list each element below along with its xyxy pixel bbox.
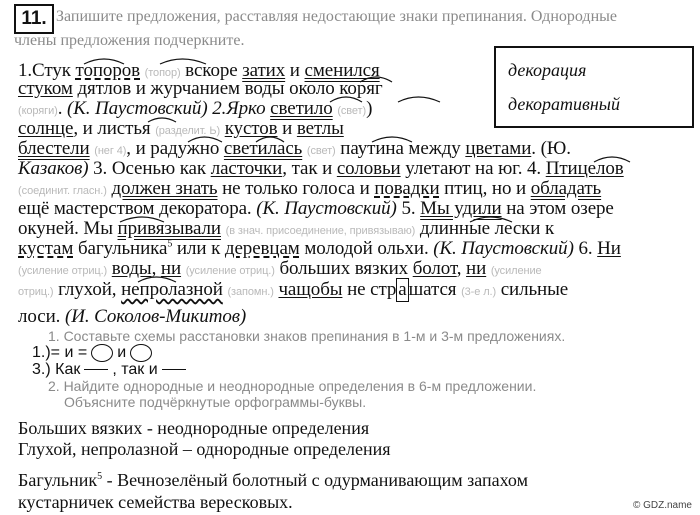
scheme-sentence-1: 1.)= и = и — [32, 344, 156, 362]
task-instruction-line1: Запишите предложения, расставляя недостающие знаки препинания. Однородные — [56, 8, 617, 25]
arc-mark — [160, 59, 206, 64]
arc-mark — [360, 77, 392, 82]
arc-mark — [330, 97, 362, 102]
exercise-number: 11. — [14, 4, 54, 34]
task-instruction-line2: члены предложения подчеркните. — [14, 32, 245, 49]
text-line-9: окуней. Мы привязывали (в знач. присоединение, привязываю) длинные лески к — [18, 218, 555, 239]
arc-mark — [470, 217, 512, 222]
answer-3: Багульник$^5$ - Вечнозелёный болотный с одурманивающим запахом — [18, 470, 528, 490]
text-line-1: 1.Стук топоров (топор) вскоре затих и сменился — [18, 60, 380, 81]
copyright: © GDZ.name — [632, 500, 692, 511]
member-dash-icon — [162, 369, 186, 370]
question-2-line2: Объясните подчёркнутые орфограммы-буквы. — [64, 394, 367, 410]
arc-mark — [148, 118, 176, 122]
answer-4: кустарничек семейства вересковых. — [18, 492, 293, 512]
arc-mark — [398, 97, 440, 102]
arc-mark — [138, 277, 176, 282]
text-line-5: блестели (нег 4), и радужно светилась (свет) паутина между цветами. (Ю. — [18, 138, 571, 159]
clause-circle-icon — [91, 344, 113, 362]
arc-mark — [120, 217, 164, 222]
member-dash-icon — [84, 369, 108, 370]
text-line-7: (соединит. гласн.) должен знать не только голоса и повадки птиц, но и обладать — [18, 178, 602, 199]
answer-1: Больших вязких - неоднородные определения — [18, 418, 370, 438]
question-2-line1: 2. Найдите однородные и неоднородные определения в 6-м предложении. — [48, 378, 537, 394]
text-line-2: стуком дятлов и журчанием воды около коряг — [18, 78, 383, 99]
text-line-11: (усиление отриц.) воды, ни (усиление отриц.) больших вязких болот, ни (усиление — [18, 258, 542, 279]
arc-mark — [256, 137, 284, 142]
vocab-word-decoration: декорация — [508, 60, 587, 80]
text-line-10: кустам багульника$^5$ или к деревцам молодой ольхи. (К. Паустовский) 6. Ни — [18, 238, 621, 259]
text-line-12: отриц.) глухой, непролазной (запомн.) чащобы не стр а шатся (3-е л.) сильные — [18, 279, 569, 300]
text-line-8: ещё мастерством декоратора. (К. Паустовский) 5. Мы удили на этом озере — [18, 198, 614, 219]
clause-circle-icon — [130, 344, 152, 362]
text-line-3: (коряги). (К. Паустовский) 2.Ярко светило (свет)) — [18, 98, 373, 119]
answer-2: Глухой, непролазной – однородные определения — [18, 439, 391, 459]
arc-mark — [372, 137, 412, 142]
arc-mark — [188, 137, 222, 142]
question-1: 1. Составьте схемы расстановки знаков препинания в 1-м и 3-м предложениях. — [48, 328, 566, 344]
vocab-word-decorative: декоративный — [508, 94, 620, 114]
arc-mark — [84, 59, 124, 64]
text-line-13: лоси. (И. Соколов-Микитов) — [18, 306, 247, 327]
text-line-4: солнце, и листья (разделит. Ь) кустов и ветлы — [18, 118, 344, 139]
text-line-6: Казаков) 3. Осенью как ласточки, так и соловьи улетают на юг. 4. Птицелов — [18, 158, 624, 179]
highlighted-letter: а — [398, 279, 407, 300]
scheme-sentence-3: 3.) Как , так и — [32, 361, 190, 379]
arc-mark — [594, 157, 630, 162]
